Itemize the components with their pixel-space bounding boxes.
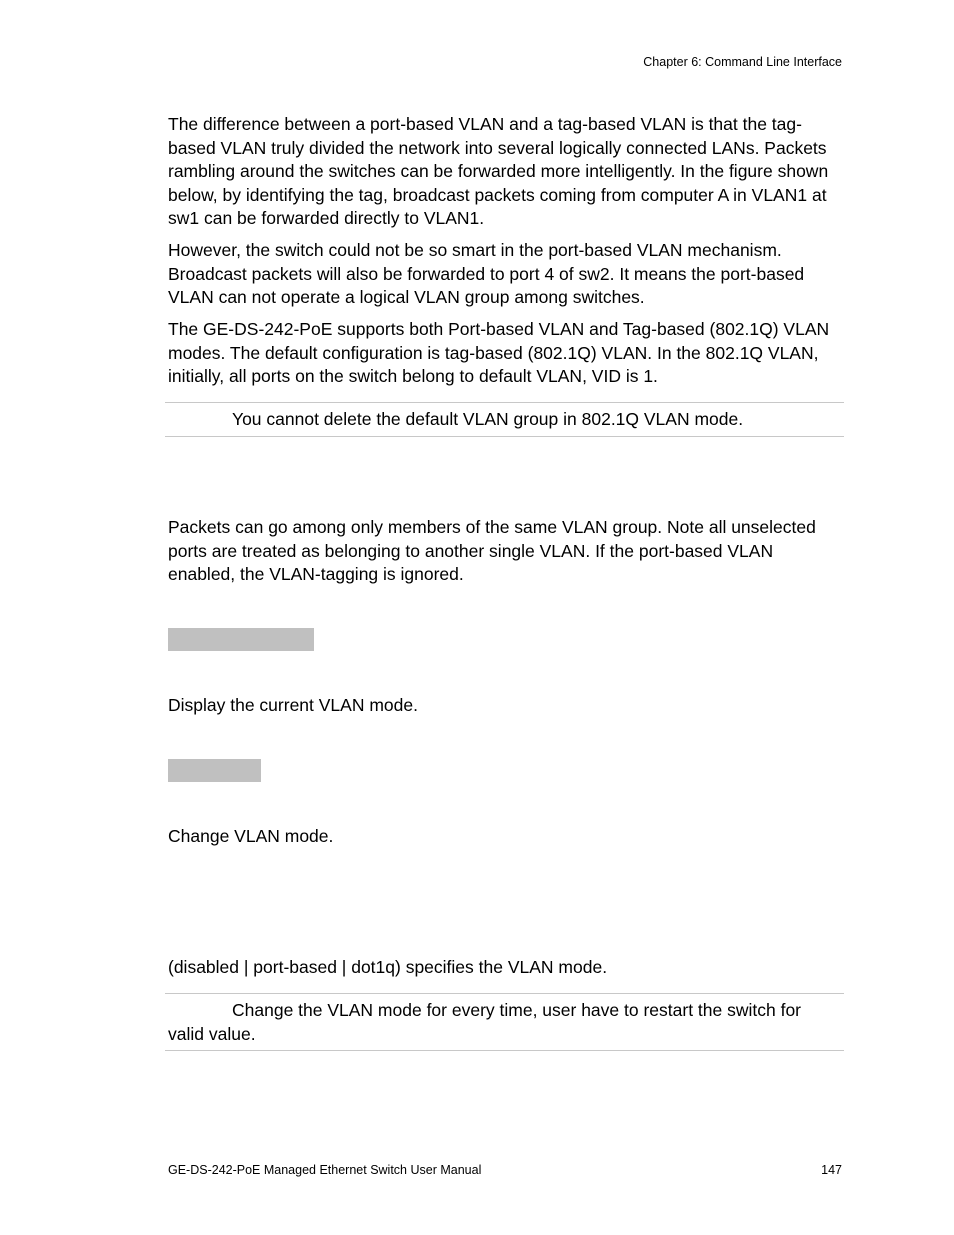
- paragraph-supported-modes: The GE-DS-242-PoE supports both Port-based VLAN and Tag-based (802.1Q) VLAN modes. The default configuration is tag-based (802.1Q) VLAN. In the 802.1Q VLAN, initially, all ports on the switch belong to default VLAN, VID is 1.: [168, 319, 830, 387]
- redacted-command-block: [168, 628, 314, 651]
- paragraph-vlan-difference: The difference between a port-based VLAN and a tag-based VLAN is that the tag-based VLAN truly divided the network into several logically connected LANs. Packets rambling around the switches can be forwarded more intelligently. In the figure shown below, by identifying the tag, broadcast packets coming from computer A in VLAN1 at sw1 can be forwarded directly to VLAN1.: [168, 114, 829, 229]
- paragraph-mode-parameter: (disabled | port-based | dot1q) specifies the VLAN mode.: [168, 957, 608, 977]
- chapter-header: Chapter 6: Command Line Interface: [643, 55, 842, 69]
- note-default-vlan: You cannot delete the default VLAN group in 802.1Q VLAN mode.: [165, 402, 844, 437]
- paragraph-change-mode: Change VLAN mode.: [168, 826, 334, 846]
- paragraph-port-based-description: Packets can go among only members of the same VLAN group. Note all unselected ports are treated as belonging to another single VLAN. If the port-based VLAN enabled, the VLAN-tagging is ignored.: [168, 517, 816, 585]
- note-restart-switch: Change the VLAN mode for every time, user have to restart the switch for valid value.: [165, 993, 844, 1051]
- redacted-command-block: [168, 759, 261, 782]
- footer-manual-title: GE-DS-242-PoE Managed Ethernet Switch User Manual: [168, 1163, 482, 1177]
- footer-page-number: 147: [821, 1163, 842, 1177]
- paragraph-display-mode: Display the current VLAN mode.: [168, 695, 418, 715]
- paragraph-port-based-limitation: However, the switch could not be so smart in the port-based VLAN mechanism. Broadcast packets will also be forwarded to port 4 of sw2. It means the port-based VLAN can not operate a logical VLAN group among switches.: [168, 240, 805, 308]
